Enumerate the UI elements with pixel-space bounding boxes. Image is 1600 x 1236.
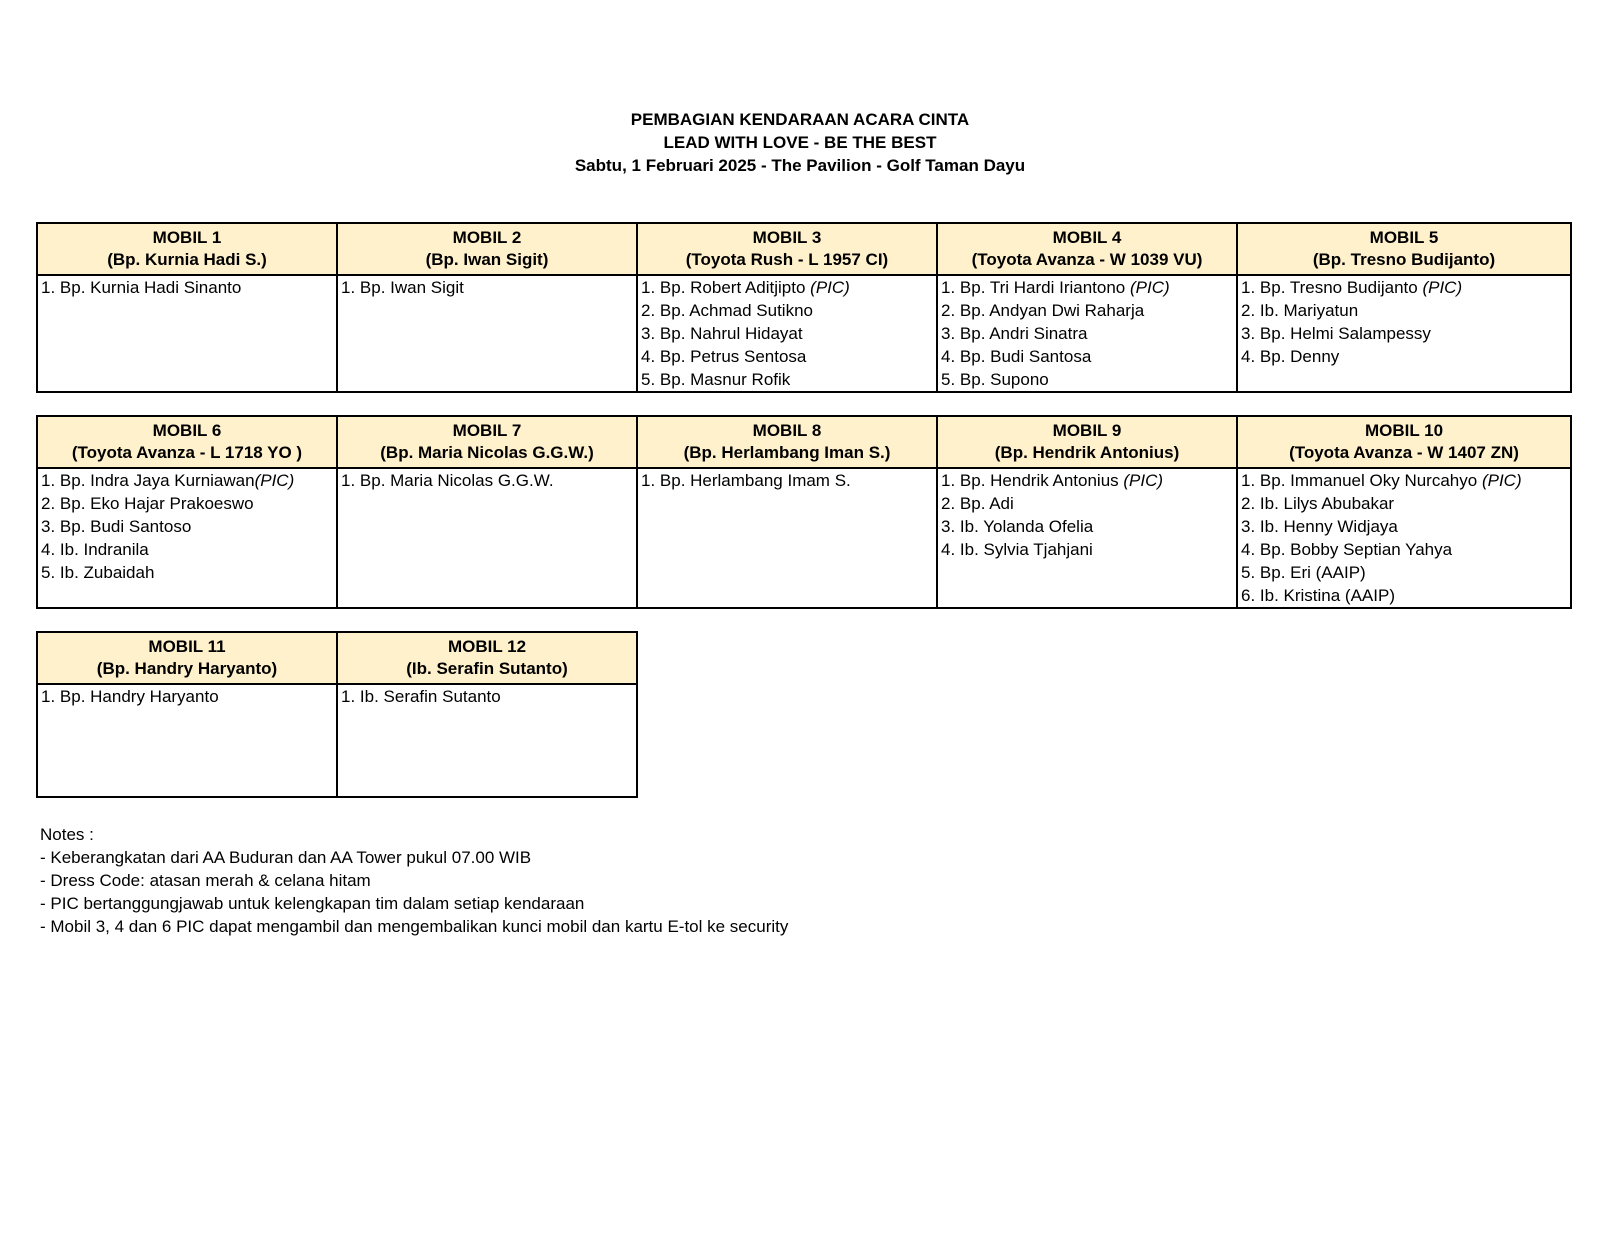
passenger-name: 1. Bp. Tri Hardi Iriantono [941,278,1130,297]
passenger-name: 1. Bp. Tresno Budijanto [1241,278,1423,297]
vehicle-table-row-3 [36,631,638,798]
notes-section [40,823,788,938]
passenger-name: 2. Bp. Adi [941,494,1014,513]
passenger-item [941,368,1236,391]
passenger-item [1241,561,1570,584]
passenger-item [1241,299,1570,322]
passenger-item [41,561,336,584]
vehicle-subtitle: (Bp. Hendrik Antonius) [994,443,1180,462]
vehicle-passenger-list [37,275,337,392]
passenger-name: 2. Bp. Achmad Sutikno [641,301,813,320]
passenger-item [941,538,1236,561]
passenger-item [1241,345,1570,368]
note-item: - Mobil 3, 4 dan 6 PIC dapat mengambil dan mengembalikan kunci mobil dan kartu E-tol ke security [40,917,789,936]
passenger-name: 1. Ib. Serafin Sutanto [341,687,501,706]
vehicle-name: MOBIL 3 [752,228,822,247]
notes-heading: Notes : [40,825,94,844]
passenger-item [1241,515,1570,538]
note-item: - Keberangkatan dari AA Buduran dan AA Tower pukul 07.00 WIB [40,848,532,867]
vehicle-subtitle: (Toyota Rush - L 1957 CI) [685,250,889,269]
vehicle-table-row-2 [36,415,1572,609]
passenger-name: 1. Bp. Maria Nicolas G.G.W. [341,471,554,490]
passenger-item [941,515,1236,538]
vehicle-name: MOBIL 4 [1052,228,1122,247]
vehicle-header [1237,223,1571,275]
passenger-item [941,469,1236,492]
vehicle-header [937,416,1237,468]
vehicle-subtitle: (Bp. Herlambang Iman S.) [683,443,891,462]
passenger-name: 3. Bp. Helmi Salampessy [1241,324,1431,343]
passenger-name: 2. Ib. Mariyatun [1241,301,1359,320]
title-line-1: PEMBAGIAN KENDARAAN ACARA CINTA [630,110,970,129]
vehicle-subtitle: (Bp. Tresno Budijanto) [1312,250,1496,269]
vehicle-passenger-list [337,684,637,797]
vehicle-subtitle: (Toyota Avanza - L 1718 YO ) [71,443,303,462]
passenger-name: 4. Bp. Budi Santosa [941,347,1092,366]
pic-tag: (PIC) [1481,471,1522,490]
passenger-item [641,368,936,391]
passenger-item [41,276,336,299]
passenger-name: 3. Ib. Henny Widjaya [1241,517,1398,536]
passenger-item [41,469,336,492]
passenger-name: 5. Bp. Supono [941,370,1049,389]
pic-tag: (PIC) [1123,471,1164,490]
vehicle-name: MOBIL 2 [452,228,522,247]
vehicle-name: MOBIL 1 [152,228,222,247]
passenger-name: 6. Ib. Kristina (AAIP) [1241,586,1395,605]
passenger-name: 3. Ib. Yolanda Ofelia [941,517,1094,536]
vehicle-header [337,416,637,468]
passenger-item [41,538,336,561]
title-line-3: Sabtu, 1 Februari 2025 - The Pavilion - Golf Taman Dayu [574,156,1026,175]
vehicle-header [937,223,1237,275]
vehicle-subtitle: (Ib. Serafin Sutanto) [406,659,568,678]
passenger-name: 5. Ib. Zubaidah [41,563,155,582]
passenger-item [941,345,1236,368]
vehicle-passenger-list [1237,468,1571,608]
passenger-name: 1. Bp. Immanuel Oky Nurcahyo [1241,471,1482,490]
vehicle-passenger-list [1237,275,1571,392]
passenger-name: 5. Bp. Masnur Rofik [641,370,791,389]
passenger-item [941,492,1236,515]
passenger-item [41,492,336,515]
note-item: - Dress Code: atasan merah & celana hitam [40,871,371,890]
vehicle-subtitle: (Bp. Handry Haryanto) [96,659,278,678]
passenger-item [41,685,336,708]
pic-tag: (PIC) [1129,278,1170,297]
passenger-name: 2. Bp. Andyan Dwi Raharja [941,301,1145,320]
passenger-name: 2. Bp. Eko Hajar Prakoeswo [41,494,254,513]
passenger-name: 1. Bp. Robert Aditjipto [641,278,811,297]
note-item: - PIC bertanggungjawab untuk kelengkapan tim dalam setiap kendaraan [40,894,585,913]
passenger-name: 1. Bp. Indra Jaya Kurniawan [41,471,255,490]
passenger-item [1241,276,1570,299]
passenger-item [941,299,1236,322]
vehicle-passenger-list [937,275,1237,392]
passenger-name: 1. Bp. Herlambang Imam S. [641,471,851,490]
vehicle-subtitle: (Toyota Avanza - W 1039 VU) [971,250,1203,269]
vehicle-header [1237,416,1571,468]
passenger-item [941,322,1236,345]
vehicle-subtitle: (Bp. Maria Nicolas G.G.W.) [380,443,594,462]
passenger-name: 5. Bp. Eri (AAIP) [1241,563,1366,582]
passenger-name: 2. Ib. Lilys Abubakar [1241,494,1395,513]
vehicle-subtitle: (Bp. Kurnia Hadi S.) [107,250,267,269]
vehicle-header [37,223,337,275]
passenger-item [341,685,636,708]
passenger-item [1241,584,1570,607]
document-title [0,108,1600,177]
vehicle-subtitle: (Bp. Iwan Sigit) [425,250,549,269]
passenger-item [641,276,936,299]
passenger-item [1241,469,1570,492]
vehicle-name: MOBIL 6 [152,421,222,440]
vehicle-passenger-list [337,275,637,392]
passenger-name: 4. Bp. Bobby Septian Yahya [1241,540,1453,559]
passenger-item [641,299,936,322]
vehicle-table-row-1 [36,222,1572,393]
passenger-name: 4. Ib. Sylvia Tjahjani [941,540,1093,559]
passenger-item [341,469,636,492]
passenger-item [641,469,936,492]
pic-tag: (PIC) [254,471,295,490]
vehicle-header [637,223,937,275]
passenger-item [941,276,1236,299]
vehicle-name: MOBIL 10 [1364,421,1444,440]
vehicle-name: MOBIL 5 [1369,228,1439,247]
title-line-2: LEAD WITH LOVE - BE THE BEST [663,133,937,152]
vehicle-passenger-list [937,468,1237,608]
vehicle-header [337,632,637,684]
passenger-name: 1. Bp. Kurnia Hadi Sinanto [41,278,242,297]
vehicle-header [37,416,337,468]
vehicle-header [637,416,937,468]
passenger-name: 3. Bp. Nahrul Hidayat [641,324,803,343]
passenger-item [641,322,936,345]
vehicle-name: MOBIL 8 [752,421,822,440]
passenger-item [341,276,636,299]
passenger-item [41,515,336,538]
vehicle-name: MOBIL 11 [148,637,226,656]
passenger-name: 4. Bp. Petrus Sentosa [641,347,807,366]
vehicle-name: MOBIL 7 [452,421,522,440]
passenger-item [1241,492,1570,515]
passenger-name: 4. Bp. Denny [1241,347,1340,366]
pic-tag: (PIC) [1422,278,1463,297]
vehicle-passenger-list [37,684,337,797]
vehicle-passenger-list [337,468,637,608]
passenger-name: 1. Bp. Handry Haryanto [41,687,219,706]
passenger-name: 3. Bp. Andri Sinatra [941,324,1088,343]
passenger-item [641,345,936,368]
passenger-name: 3. Bp. Budi Santoso [41,517,192,536]
passenger-name: 4. Ib. Indranila [41,540,149,559]
passenger-name: 1. Bp. Iwan Sigit [341,278,464,297]
vehicle-passenger-list [637,468,937,608]
passenger-item [1241,538,1570,561]
vehicle-name: MOBIL 12 [447,637,527,656]
vehicle-header [337,223,637,275]
vehicle-passenger-list [37,468,337,608]
vehicle-passenger-list [637,275,937,392]
pic-tag: (PIC) [810,278,850,297]
vehicle-subtitle: (Toyota Avanza - W 1407 ZN) [1289,443,1519,462]
passenger-name: 1. Bp. Hendrik Antonius [941,471,1124,490]
passenger-item [1241,322,1570,345]
vehicle-name: MOBIL 9 [1052,421,1122,440]
vehicle-header [37,632,337,684]
